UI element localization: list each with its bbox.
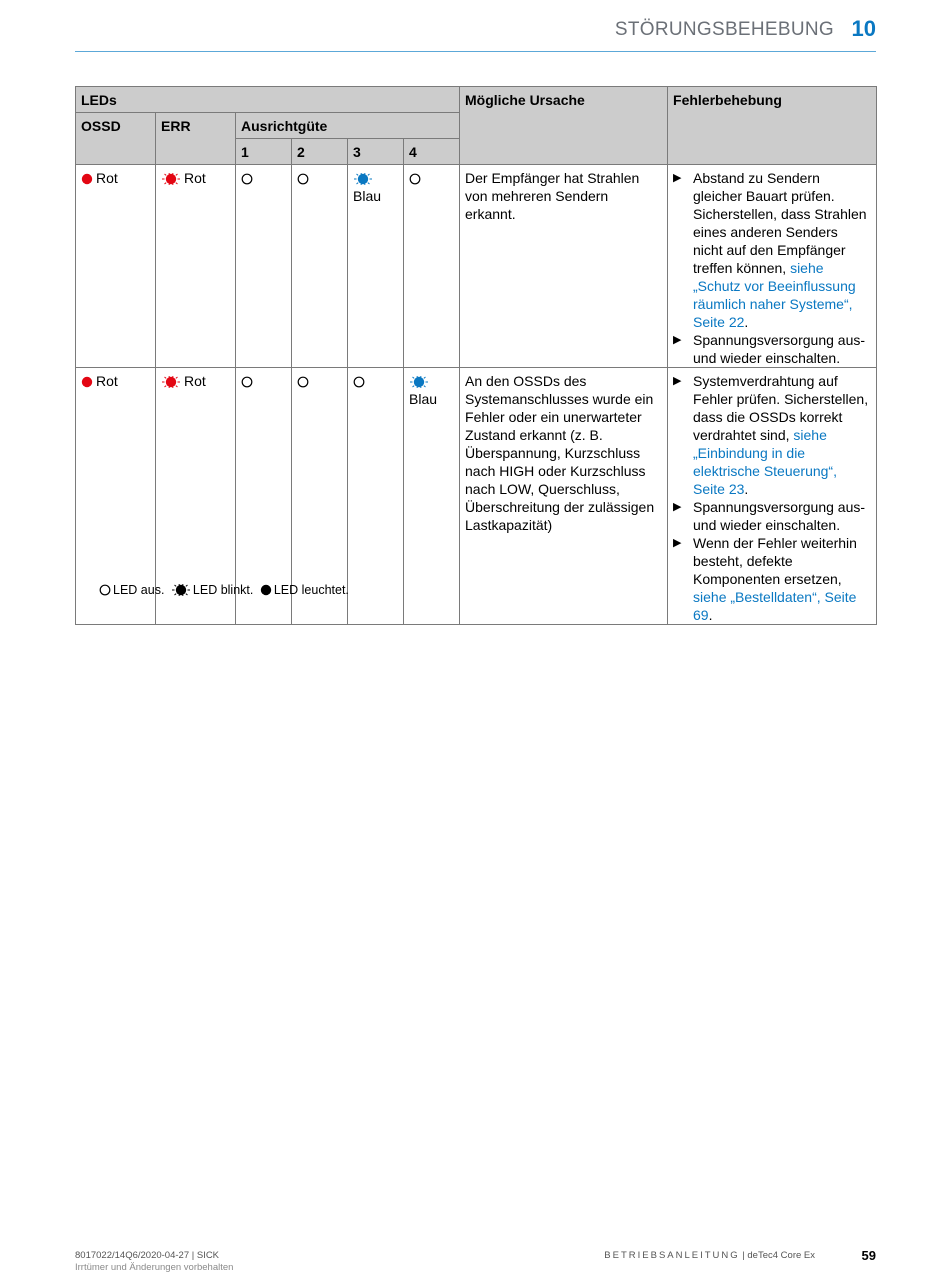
page-number: 59 [861,1248,876,1263]
chapter-title: STÖRUNGSBEHEBUNG [614,19,834,40]
quality-3-cell [348,368,404,625]
header-quality-4: 4 [404,139,460,165]
cross-reference-link[interactable]: siehe „Schutz vor Beeinflussung räumlich naher Systeme“, Seite 22 [693,260,856,330]
led-blink-icon [171,584,191,596]
led-on-icon [260,584,272,596]
header-cause: Mögliche Ursache [460,87,668,165]
header-quality-1: 1 [236,139,292,165]
led-off-icon [241,376,253,388]
remedy-cell [668,368,877,625]
page-footer [75,1249,876,1277]
manual-title [604,1250,815,1261]
header-remedy: Fehlerbehebung [668,87,877,165]
led-blink-icon [353,173,373,185]
chapter-number: 10 [851,16,876,41]
led-blink-icon [161,173,181,185]
led-color-label: Rot [184,170,206,186]
quality-4-cell [404,368,460,625]
remedy-step-text: Abstand zu Sendern gleicher Bauart prüfen. Sicherstellen, dass Strahlen eines anderen Senders nicht auf den Empfänger treffen können, [693,170,867,276]
header-quality-3: 3 [348,139,404,165]
table-row [76,165,877,368]
led-on-icon [81,173,93,185]
arrow-icon: ▶ [673,375,682,387]
legend-off-label: LED aus. [113,583,165,597]
led-color-label: Blau [409,391,438,407]
header-ossd: OSSD [76,113,156,165]
arrow-icon: ▶ [673,501,682,513]
remedy-step [673,534,871,624]
remedy-step [673,169,871,331]
header-ausrichtguete: Ausrichtgüte [236,113,460,139]
led-off-icon [353,376,365,388]
quality-4-cell [404,165,460,368]
led-blink-icon [161,376,181,388]
led-color-label: Rot [96,170,118,186]
led-color-label: Rot [184,373,206,389]
led-legend [99,583,352,597]
arrow-icon: ▶ [673,334,682,346]
cross-reference-link[interactable]: siehe „Einbindung in die elektrische Steuerung“, Seite 23 [693,427,837,497]
remedy-step-text: Spannungsversorgung aus- und wieder einschalten. [693,332,866,366]
legend-on-label: LED leuchtet. [273,583,349,597]
remedy-step-text: Wenn der Fehler weiterhin besteht, defekte Komponenten ersetzen, [693,535,857,587]
led-off-icon [297,173,309,185]
header-err: ERR [156,113,236,165]
remedy-step-end: . [744,481,749,497]
cause-cell: Der Empfänger hat Strahlen von mehreren Sendern erkannt. [460,165,668,368]
manual-label: BETRIEBSANLEITUNG [604,1250,740,1261]
remedy-step [673,331,871,367]
header-quality-2: 2 [292,139,348,165]
remedy-cell [668,165,877,368]
product-name: | deTec4 Core Ex [739,1250,815,1261]
running-header [75,16,876,44]
header-rule [75,51,876,52]
led-color-label: Rot [96,373,118,389]
led-off-icon [241,173,253,185]
document-id: 8017022/14Q6/2020-04-27 | SICK [75,1250,220,1261]
cause-cell: An den OSSDs des Systemanschlusses wurde ein Fehler oder ein unerwarteter Zustand erkannt (z. B. Überspannung, Kurzschluss nach HIGH oder Kurzschluss nach LOW, Querschluss, Überschreitung der zulässigen Lastkapazität) [460,368,668,625]
remedy-step-end: . [744,314,749,330]
quality-1-cell [236,165,292,368]
cross-reference-link[interactable]: siehe „Bestelldaten“, Seite 69 [693,589,857,623]
arrow-icon: ▶ [673,537,682,549]
led-off-icon [99,584,111,596]
led-off-icon [409,173,421,185]
legend-blink-label: LED blinkt. [192,583,254,597]
remedy-step [673,372,871,498]
disclaimer-note: Irrtümer und Änderungen vorbehalten [75,1262,234,1273]
ossd-cell [76,165,156,368]
quality-2-cell [292,165,348,368]
led-blink-icon [409,376,429,388]
remedy-step-text: Systemverdrahtung auf Fehler prüfen. Sicherstellen, dass die OSSDs korrekt verdrahtet sind, [693,373,869,443]
remedy-step-end: . [708,607,713,623]
quality-3-cell [348,165,404,368]
remedy-step [673,498,871,534]
err-cell [156,165,236,368]
led-on-icon [81,376,93,388]
header-leds: LEDs [76,87,460,113]
led-color-label: Blau [353,188,382,204]
troubleshooting-table [75,86,877,625]
led-off-icon [297,376,309,388]
remedy-step-text: Spannungsversorgung aus- und wieder einschalten. [693,499,866,533]
arrow-icon: ▶ [673,172,682,184]
